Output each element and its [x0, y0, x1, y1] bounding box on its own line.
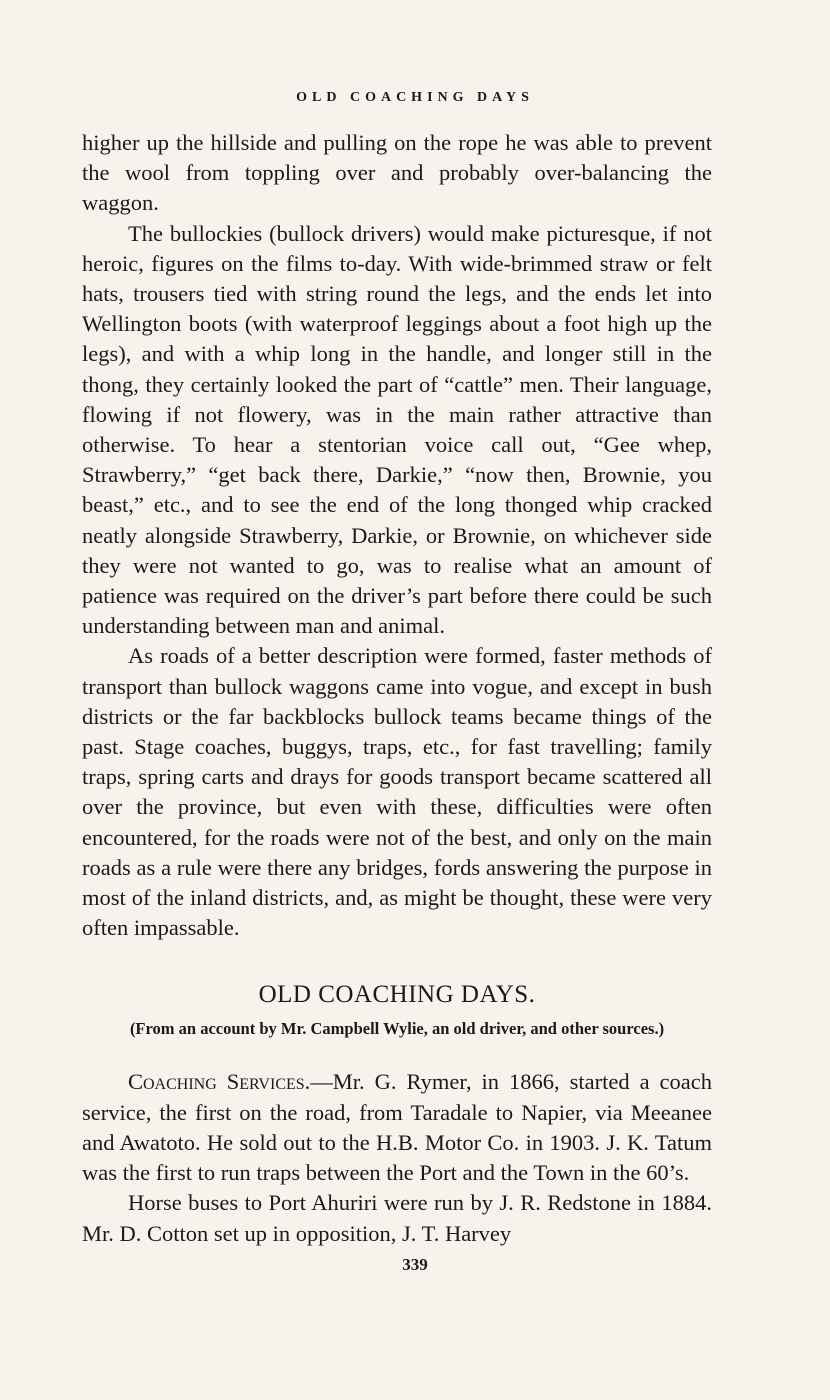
- running-head: OLD COACHING DAYS: [296, 90, 534, 105]
- paragraph-bullockies: The bullockies (bullock drivers) would make picturesque, if not heroic, figures on the films to-day. With wide-brimmed straw or felt hats, trousers tied with string round the legs, and the ends let into Wellington boots (with waterproof leggings about a foot high up the legs), and with a whip long in the handle, and longer still in the thong, they certainly looked the part of “cattle” men. Their language, flowing if not flowery, was in the main rather attractive than otherwise. To hear a stentorian voice call out, “Gee whep, Strawberry,” “get back there, Darkie,” “now then, Brownie, you beast,” etc., and to see the end of the long thonged whip cracked neatly alongside Strawberry, Darkie, or Brownie, on whichever side they were not wanted to go, was to realise what an amount of patience was required on the driver’s part before there could be such understanding between man and animal.: [82, 220, 712, 639]
- page-body: [82, 128, 712, 1249]
- page-number: 339: [402, 1255, 428, 1274]
- coaching-services-lead: Coaching Services.: [128, 1069, 311, 1095]
- paragraph-horse-buses: Horse buses to Port Ahuriri were run by J. R. Redstone in 1884. Mr. D. Cotton set up in opposition, J. T. Harvey: [82, 1190, 712, 1246]
- paragraph-roads: As roads of a better description were formed, faster methods of transport than bullock waggons came into vogue, and except in bush districts or the far backblocks bullock teams became things of the past. Stage coaches, buggys, traps, etc., for fast travelling; family traps, spring carts and drays for goods transport became scattered all over the province, but even with these, difficulties were often encountered, for the roads were not of the best, and only on the main roads as a rule were there any bridges, fords answering the purpose in most of the inland districts, and, as might be thought, these were very often impassable.: [82, 643, 712, 941]
- source-note: (From an account by Mr. Campbell Wylie, an old driver, and other sources.): [129, 1019, 665, 1039]
- coaching-services-text: —Mr. G. Rymer, in 1866, started a coach service, the first on the road, from Taradale to Napier, via Meeanee and Awatoto. He sold out to the H.B. Motor Co. in 1903. J. K. Tatum was the first to run traps between the Port and the Town in the 60’s.: [82, 1069, 712, 1186]
- section-title: OLD COACHING DAYS.: [258, 981, 536, 1009]
- paragraph-continued: higher up the hillside and pulling on the rope he was able to prevent the wool from toppling over and probably over-balancing the waggon.: [82, 130, 712, 216]
- paragraph-coaching-services: [82, 1067, 712, 1188]
